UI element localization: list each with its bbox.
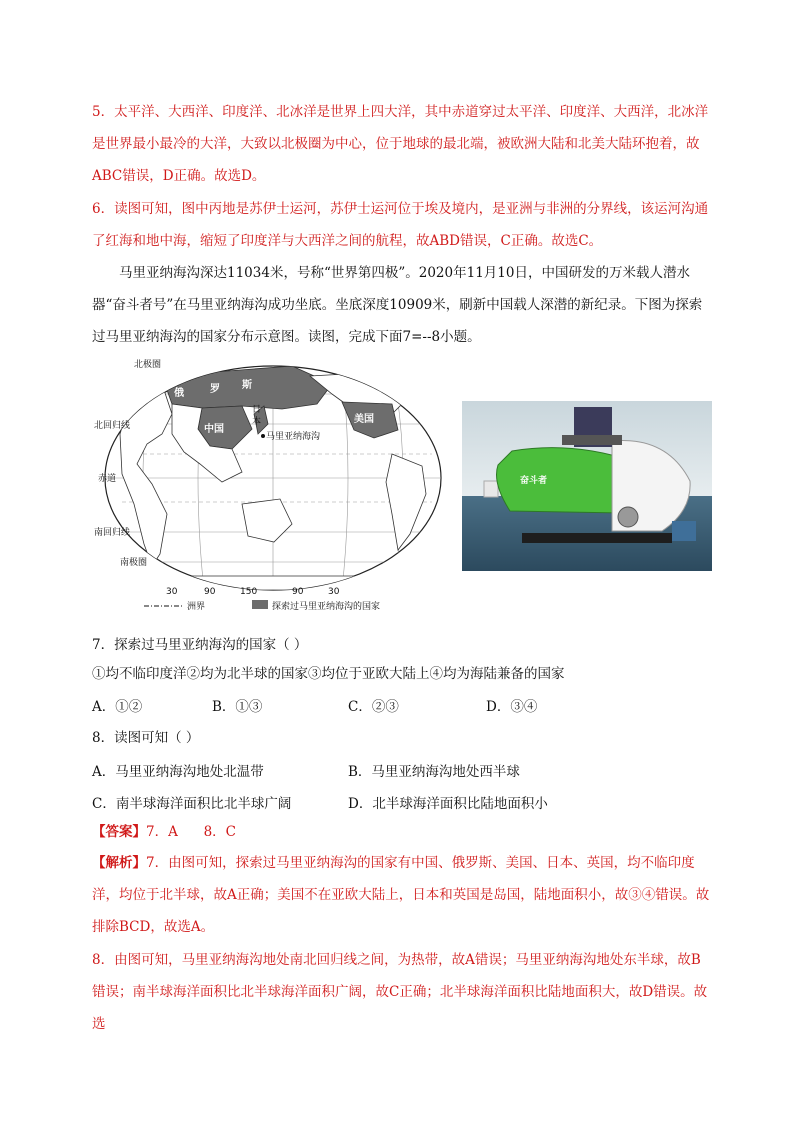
lon-label-3: 150 xyxy=(240,587,258,597)
answer-label: 【答案】 xyxy=(92,824,146,840)
explanation-q6: 6．读图可知，图中丙地是苏伊士运河，苏伊士运河位于埃及境内，是亚洲与非洲的分界线，该运河沟通了红海和地中海，缩短了印度洋与大西洋之间的航程，故ABD错误，C正确。故选C。 xyxy=(92,201,709,249)
legend-border-label: 洲界 xyxy=(187,602,206,612)
submersible-illustration xyxy=(462,401,712,571)
lat-label-arctic: 北极圈 xyxy=(134,360,162,370)
answer-line xyxy=(92,816,712,848)
world-map-figure xyxy=(92,354,454,616)
passage-intro: 马里亚纳海沟深达11034米，号称“世界第四极”。2020年11月10日，中国研发的万米载人潜水器“奋斗者号”在马里亚纳海沟成功坐底。坐底深度10909米，刷新中国载人深潜的新纪录。下图为探索过马里亚纳海沟的国家分布示意图。读图，完成下面7=--8小题。 xyxy=(92,265,703,345)
lon-label-1: 30 xyxy=(166,587,178,597)
label-japan-1: 日 xyxy=(252,405,262,415)
submersible-photo xyxy=(462,401,712,571)
label-japan-2: 本 xyxy=(252,417,262,427)
q8-option-b[interactable]: B．马里亚纳海沟地处西半球 xyxy=(348,764,520,780)
label-china: 中国 xyxy=(204,424,224,435)
legend-fill-label: 探索过马里亚纳海沟的国家 xyxy=(272,602,381,612)
label-russia-3: 斯 xyxy=(242,380,252,391)
label-russia-2: 罗 xyxy=(210,384,220,395)
lat-label-tropic-s: 南回归线 xyxy=(94,528,131,538)
q7-option-d[interactable]: D．③④ xyxy=(486,699,538,715)
lon-label-5: 30 xyxy=(328,587,340,597)
answer-text: 7．A 8．C xyxy=(146,824,237,840)
q7-option-a[interactable]: A．①② xyxy=(92,699,143,715)
q7-option-b[interactable]: B．①③ xyxy=(212,699,263,715)
lat-label-antarctic: 南极圈 xyxy=(120,558,148,568)
lat-label-equator: 赤道 xyxy=(98,474,117,484)
label-usa: 美国 xyxy=(354,414,374,425)
analysis-q8: 8．由图可知，马里亚纳海沟地处南北回归线之间，为热带，故A错误；马里亚纳海沟地处东半球，故B错误；南半球海洋面积比北半球海洋面积广阔，故C正确；北半球海洋面积比陆地面积大，故D错误。故选 xyxy=(92,952,708,1032)
analysis-q7-text: 7．由图可知，探索过马里亚纳海沟的国家有中国、俄罗斯、美国、日本、英国，均不临印度洋，均位于北半球，故A正确；美国不在亚欧大陆上，日本和英国是岛国，陆地面积小，故③④错误。故排除BCD，故选A。 xyxy=(92,855,710,935)
q7-option-c[interactable]: C．②③ xyxy=(348,699,399,715)
label-uk: 英国 xyxy=(135,386,155,397)
sub-name-text: 奋斗者 xyxy=(520,476,548,486)
q8-option-d[interactable]: D．北半球海洋面积比陆地面积小 xyxy=(348,796,548,812)
lon-label-2: 90 xyxy=(204,587,216,597)
label-trench: 马里亚纳海沟 xyxy=(266,432,321,442)
q8-option-a[interactable]: A．马里亚纳海沟地处北温带 xyxy=(92,764,264,780)
lon-label-4: 90 xyxy=(292,587,304,597)
analysis-q7 xyxy=(92,847,712,943)
question-7-stem: 7．探索过马里亚纳海沟的国家（ ） xyxy=(92,637,308,653)
world-map xyxy=(92,354,454,616)
trench-marker xyxy=(261,434,265,438)
label-russia-1: 俄 xyxy=(174,388,184,399)
q8-option-c[interactable]: C．南半球海洋面积比北半球广阔 xyxy=(92,796,292,812)
lat-label-tropic-n: 北回归线 xyxy=(94,421,131,431)
question-8-stem: 8．读图可知（ ） xyxy=(92,730,200,746)
question-7-statements: ①均不临印度洋②均为北半球的国家③均位于亚欧大陆上④均为海陆兼备的国家 xyxy=(92,666,565,682)
analysis-label: 【解析】 xyxy=(92,855,146,871)
explanation-q5: 5．太平洋、大西洋、印度洋、北冰洋是世界上四大洋，其中赤道穿过太平洋、印度洋、大西洋，北冰洋是世界最小最冷的大洋，大致以北极圈为中心，位于地球的最北端，被欧洲大陆和北美大陆环抱着，故ABC错误，D正确。故选D。 xyxy=(92,104,709,184)
legend-fill-swatch xyxy=(252,600,268,609)
